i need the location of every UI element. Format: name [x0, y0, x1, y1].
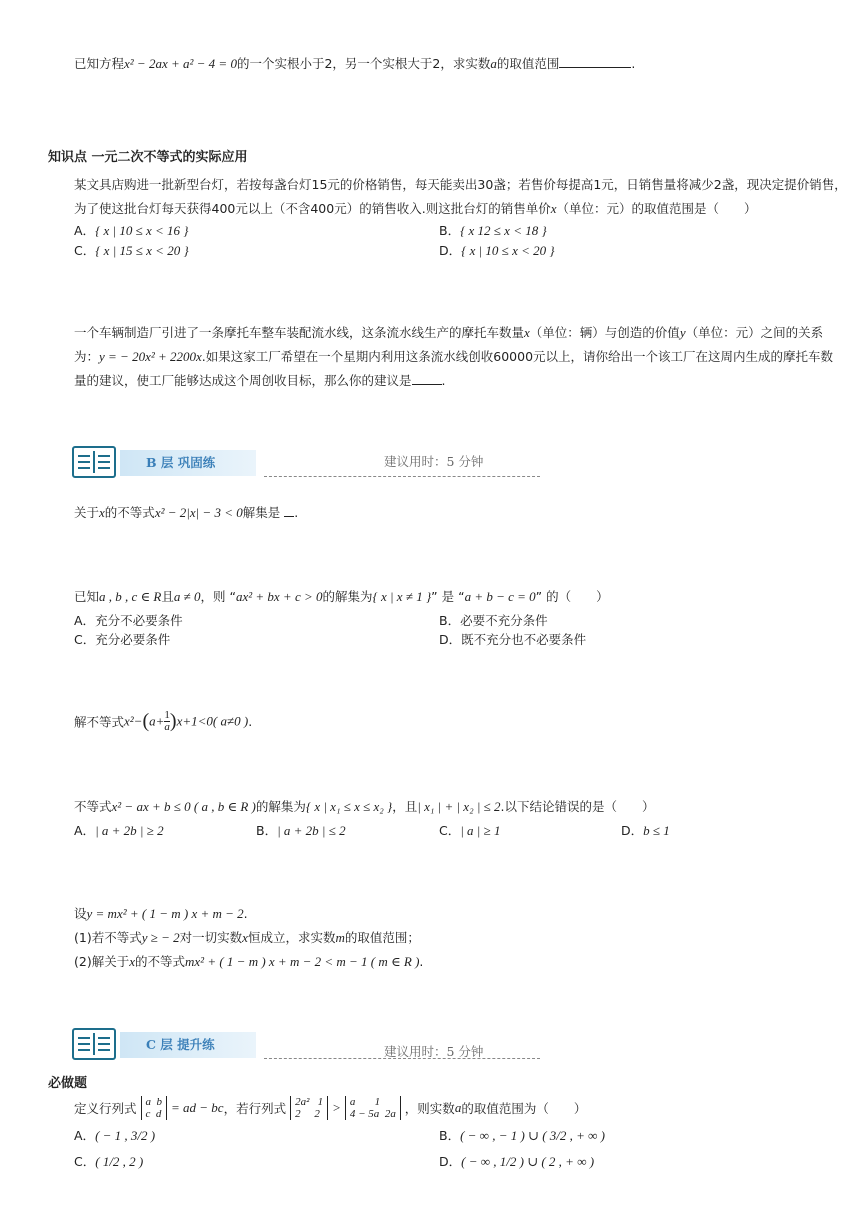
q2-var: x — [550, 201, 557, 216]
q8-part-1-text-3: 的取值范围； — [344, 930, 420, 945]
q7-option-b[interactable] — [256, 821, 346, 839]
option-text: ( − ∞ , − 1 ) ∪ ( 3/2 , + ∞ ) — [460, 1128, 606, 1143]
option-text: 必要不充分条件 — [460, 613, 548, 628]
q1-end: . — [631, 56, 636, 71]
q2-line-2-post: （单位：元）的取值范围是（ ） — [556, 201, 757, 216]
q8-equation: y = mx² + ( 1 − m ) x + m − 2 — [86, 906, 244, 921]
level-b-time: 建议用时：5 分钟 — [384, 454, 484, 469]
q5-equation: ax² + bx + c > 0 — [235, 589, 323, 604]
q8-part-1-text: 对一切实数 — [179, 930, 243, 945]
det-cell: a — [145, 1096, 151, 1108]
q8-part-1-eq: y ≥ − 2 — [141, 930, 180, 945]
divider — [264, 1058, 540, 1059]
q8-part-2-text: 的不等式 — [135, 954, 186, 969]
option-label: C． — [74, 243, 96, 258]
det-cell: 1 — [317, 1096, 324, 1108]
q8-line-1 — [74, 904, 248, 922]
q3-text-2: （单位：辆）与创造的价值 — [529, 325, 680, 340]
q4-answer-blank[interactable] — [284, 504, 294, 517]
q4-var: x — [99, 505, 105, 520]
q8-part-1-var-m: m — [335, 930, 345, 945]
q3-equation: y = − 20x² + 2200x — [99, 349, 202, 364]
q5-option-c[interactable] — [74, 630, 170, 648]
q6-paren-open: ( — [142, 710, 150, 732]
q6-eq-part-1: x²− — [124, 713, 143, 729]
q5-equation-2: a + b − c = 0 — [464, 589, 536, 604]
level-b-banner — [72, 446, 540, 480]
option-text: b ≤ 1 — [643, 823, 670, 838]
question-1 — [74, 54, 635, 72]
option-label: B． — [439, 1128, 461, 1143]
option-label: B． — [439, 223, 461, 238]
q6-text: 解不等式 — [74, 714, 125, 730]
q1-text-3: 的取值范围 — [496, 56, 560, 71]
q5-option-b[interactable] — [439, 611, 548, 629]
q5-text-2: 且 — [161, 589, 174, 604]
q5-option-d[interactable] — [439, 630, 586, 648]
q4-end: . — [294, 505, 299, 520]
option-label: C． — [439, 823, 461, 838]
q7-text-2: 的解集为 — [255, 799, 306, 814]
q6-eq-part-3: x+1<0 — [176, 713, 213, 729]
option-text: ( − ∞ , 1/2 ) ∪ ( 2 , + ∞ ) — [461, 1154, 595, 1169]
option-label: B． — [439, 613, 461, 628]
book-icon — [72, 446, 116, 478]
q2-line-2 — [74, 199, 757, 217]
det-cell: c — [145, 1108, 151, 1120]
q3-answer-blank[interactable] — [412, 372, 442, 385]
option-label: D． — [439, 632, 462, 647]
q2-option-d[interactable] — [439, 241, 555, 259]
option-label: A． — [74, 823, 96, 838]
q5-option-a[interactable] — [74, 611, 183, 629]
q5-text-3: ，则 “ — [200, 589, 236, 604]
det-cell: 2 — [295, 1108, 301, 1120]
section-heading-2: 必做题 — [48, 1076, 88, 1091]
q3-text-3: （单位：元）之间的关系 — [685, 325, 824, 340]
q9-determinant-2 — [290, 1096, 328, 1120]
q5-text-6: ” 的（ ） — [535, 589, 609, 604]
det-cell: d — [155, 1108, 162, 1120]
option-text: ( 1/2 , 2 ) — [95, 1154, 144, 1169]
q4-text: 关于 — [74, 505, 100, 520]
level-c-time: 建议用时：5 分钟 — [384, 1044, 484, 1059]
q8-part-2-var-x: x — [129, 954, 135, 969]
q8-part-2-eq: mx² + ( 1 − m ) x + m − 2 < m − 1 ( m ∈ R ) — [185, 954, 420, 969]
q7-option-d[interactable] — [621, 821, 670, 839]
q7-option-a[interactable] — [74, 821, 164, 839]
q3-var-x: x — [524, 325, 530, 340]
q1-text-2: 的一个实根小于2，另一个实根大于2，求实数 — [236, 56, 491, 71]
q9-option-c[interactable] — [74, 1152, 143, 1170]
q3-var-y: y — [679, 325, 686, 340]
q2-option-b[interactable] — [439, 221, 547, 239]
option-text: | a | ≥ 1 — [460, 823, 501, 838]
level-c-banner — [72, 1028, 540, 1062]
q1-var: a — [490, 56, 497, 71]
q5-text-4: 的解集为 — [322, 589, 373, 604]
book-icon — [72, 1028, 116, 1060]
q9-gt: > — [332, 1100, 341, 1115]
level-c-label: C 层 提升练 — [120, 1032, 256, 1058]
option-text: | a + 2b | ≤ 2 — [277, 823, 346, 838]
q4-equation: x² − 2|x| − 3 < 0 — [154, 505, 243, 520]
q9-var: a — [454, 1100, 462, 1115]
q9-determinant-1 — [141, 1096, 168, 1120]
option-label: D． — [621, 823, 644, 838]
section-heading-1: 知识点 一元二次不等式的实际应用 — [48, 150, 248, 165]
q5-text-5: ” 是 “ — [431, 589, 465, 604]
option-label: C． — [74, 1154, 96, 1169]
option-text: 既不充分也不必要条件 — [461, 632, 587, 647]
q3-line-2 — [74, 347, 833, 365]
q5-set: { x | x ≠ 1 } — [372, 589, 432, 604]
q3-text: 一个车辆制造厂引进了一条摩托车整车装配流水线，这条流水线生产的摩托车数量 — [74, 325, 525, 340]
q9-text: 定义行列式 — [74, 1101, 137, 1116]
q7-option-c[interactable] — [439, 821, 501, 839]
q8-part-2-label: (2)解关于 — [74, 954, 130, 969]
option-label: C． — [74, 632, 96, 647]
q7-text: 不等式 — [74, 799, 112, 814]
option-label: B． — [256, 823, 278, 838]
option-text: { x | 10 ≤ x < 16 } — [95, 223, 189, 238]
q9-text-3: ，则实数 — [404, 1101, 455, 1116]
q8-part-2-end: . — [419, 954, 424, 969]
question-9 — [74, 1096, 586, 1120]
option-text: ( − 1 , 3/2 ) — [95, 1128, 156, 1143]
q8-part-1-text-2: 恒成立，求实数 — [247, 930, 336, 945]
question-5 — [74, 587, 609, 605]
q5-cond: a ≠ 0 — [173, 589, 201, 604]
q9-text-4: 的取值范围为（ ） — [461, 1101, 587, 1116]
q9-option-d[interactable] — [439, 1152, 594, 1170]
q7-cond: | x₁ | + | x₂ | ≤ 2 — [417, 799, 501, 814]
q3-end: . — [441, 373, 446, 388]
question-6 — [74, 710, 252, 733]
option-text: { x | 15 ≤ x < 20 } — [95, 243, 189, 258]
q8-line-3 — [74, 952, 423, 970]
det-cell: 2a² — [295, 1096, 310, 1108]
option-text: { x 12 ≤ x < 18 } — [460, 223, 547, 238]
fraction-denominator: a — [164, 721, 170, 733]
det-cell: b — [156, 1096, 162, 1108]
q3-text-6: 量的建议，使工厂能够达成这个周创收目标，那么你的建议是 — [74, 373, 412, 388]
option-text: 充分不必要条件 — [95, 613, 183, 628]
option-text: { x | 10 ≤ x < 20 } — [461, 243, 555, 258]
q8-part-1-var-x: x — [242, 930, 248, 945]
option-label: A． — [74, 223, 96, 238]
q3-line-1 — [74, 323, 823, 341]
q6-eq-part-2: a+ — [149, 713, 165, 729]
q7-text-3: ，且 — [392, 799, 418, 814]
q2-line-2-text: 为了使这批台灯每天获得400元以上（不含400元）的销售收入.则这批台灯的销售单价 — [74, 201, 551, 216]
option-label: A． — [74, 613, 96, 628]
q9-equation: = ad − bc — [170, 1100, 224, 1115]
level-b-label: B 层 巩固练 — [120, 450, 256, 476]
q4-text-3: 解集是 — [242, 505, 281, 520]
det-cell: 2 — [314, 1108, 320, 1120]
fraction-numerator: 1 — [164, 709, 170, 721]
det-cell: 1 — [374, 1096, 381, 1108]
q7-set: { x | x₁ ≤ x ≤ x₂ } — [305, 799, 393, 814]
option-label: D． — [439, 1154, 462, 1169]
question-4 — [74, 503, 298, 521]
q2-line-1: 某文具店购进一批新型台灯，若按每盏台灯15元的价格销售，每天能卖出30盏；若售价每提高1元，日销售量将减少2盏，现决定提价销售， — [74, 177, 847, 192]
q9-text-2: ，若行列式 — [223, 1101, 287, 1116]
q9-option-b[interactable] — [439, 1126, 605, 1144]
q3-text-5: .如果这家工厂希望在一个星期内利用这条流水线创收60000元以上，请你给出一个该工厂在这周内生成的摩托车数 — [201, 349, 834, 364]
q3-line-3 — [74, 371, 446, 389]
q8-part-1-label: (1)若不等式 — [74, 930, 142, 945]
option-text: 充分必要条件 — [95, 632, 171, 647]
divider — [264, 476, 540, 477]
q6-end: . — [248, 714, 253, 729]
det-cell: 2a — [384, 1108, 396, 1120]
option-label: A． — [74, 1128, 96, 1143]
q7-text-4: .以下结论错误的是（ ） — [500, 799, 655, 814]
q7-equation: x² − ax + b ≤ 0 ( a , b ∈ R ) — [111, 799, 256, 814]
q6-cond: ( a≠0 ) — [212, 713, 249, 729]
det-cell: 4 − 5a — [349, 1108, 380, 1120]
q1-text: 已知方程 — [74, 56, 125, 71]
q1-equation: x² − 2ax + a² − 4 = 0 — [124, 56, 237, 71]
question-7 — [74, 797, 655, 815]
option-label: D． — [439, 243, 462, 258]
q4-text-2: 的不等式 — [104, 505, 155, 520]
det-cell: a — [349, 1096, 356, 1108]
q5-text: 已知 — [74, 589, 100, 604]
q8-text: 设 — [74, 906, 87, 921]
q9-option-a[interactable] — [74, 1126, 155, 1144]
q2-option-c[interactable] — [74, 241, 189, 259]
q3-text-4: 为： — [74, 349, 100, 364]
option-text: | a + 2b | ≥ 2 — [95, 823, 164, 838]
q6-paren-close: ) — [169, 710, 177, 732]
q1-answer-blank[interactable] — [559, 55, 631, 68]
q8-line-2 — [74, 928, 420, 946]
q8-end: . — [243, 906, 248, 921]
q9-determinant-3 — [345, 1096, 401, 1120]
q2-option-a[interactable] — [74, 221, 188, 239]
q5-vars: a , b , c ∈ R — [99, 589, 162, 604]
